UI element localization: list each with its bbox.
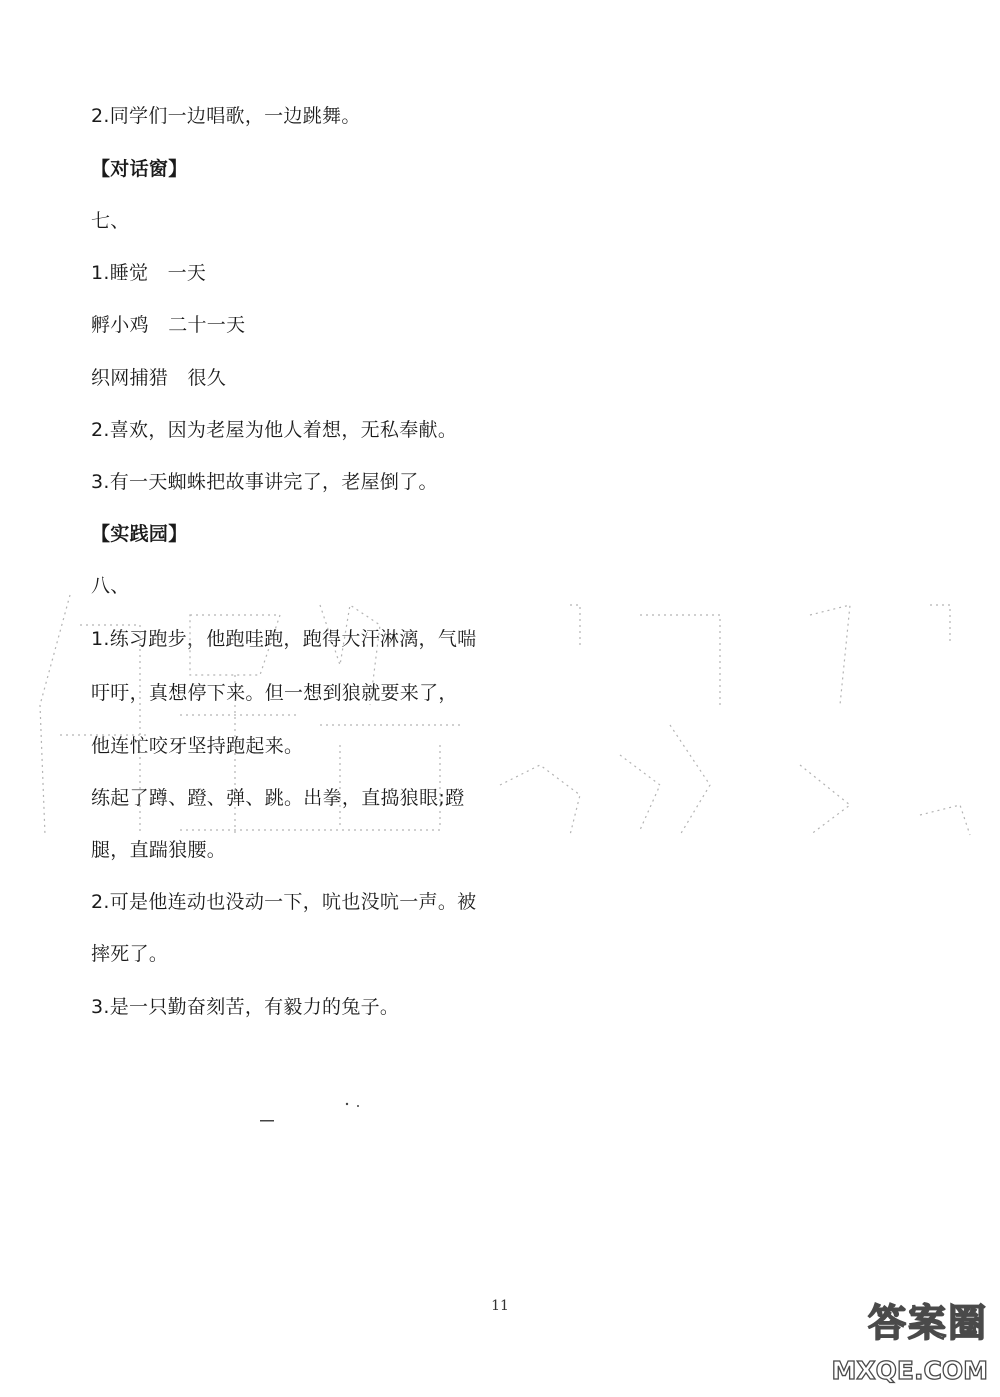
answer-line: 3.有一天蜘蛛把故事讲完了，老屋倒了。: [91, 471, 438, 493]
section-heading-dialogue: 【对话窗】: [91, 158, 188, 180]
answer-line: 练起了蹲、蹬、弹、跳。出拳，直捣狼眼;蹬: [91, 787, 465, 809]
site-logo: [812, 1292, 992, 1387]
answer-line: 1.睡觉 一天: [91, 262, 207, 284]
answer-line: 腿，直踹狼腰。: [91, 839, 227, 861]
answer-line: 摔死了。: [91, 943, 169, 965]
answer-line: 3.是一只勤奋刻苦，有毅力的兔子。: [91, 996, 400, 1018]
section-heading-practice: 【实践园】: [91, 523, 188, 545]
logo-text-en: MXQE.COM: [831, 1356, 988, 1385]
answer-line: 他连忙咬牙坚持跑起来。: [91, 735, 304, 757]
question-number: 八、: [91, 575, 130, 597]
question-number: 七、: [91, 210, 130, 232]
page-number: 11: [491, 1298, 509, 1314]
answer-line: 2.同学们一边唱歌，一边跳舞。: [91, 105, 361, 127]
answer-line: 吁吁，真想停下来。但一想到狼就要来了，: [91, 682, 458, 704]
answer-line: 1.练习跑步，他跑哇跑，跑得大汗淋漓，气喘: [91, 628, 477, 650]
answer-line: 孵小鸡 二十一天: [91, 314, 246, 336]
answer-line: 2.喜欢，因为老屋为他人着想，无私奉献。: [91, 419, 458, 441]
scan-specks: [255, 1100, 375, 1130]
answer-line: 织网捕猎 很久: [91, 367, 227, 389]
logo-text-cn: 答案圈: [867, 1301, 988, 1345]
answer-line: 2.可是他连动也没动一下，吭也没吭一声。被: [91, 891, 477, 913]
faint-watermark: [20, 585, 980, 855]
